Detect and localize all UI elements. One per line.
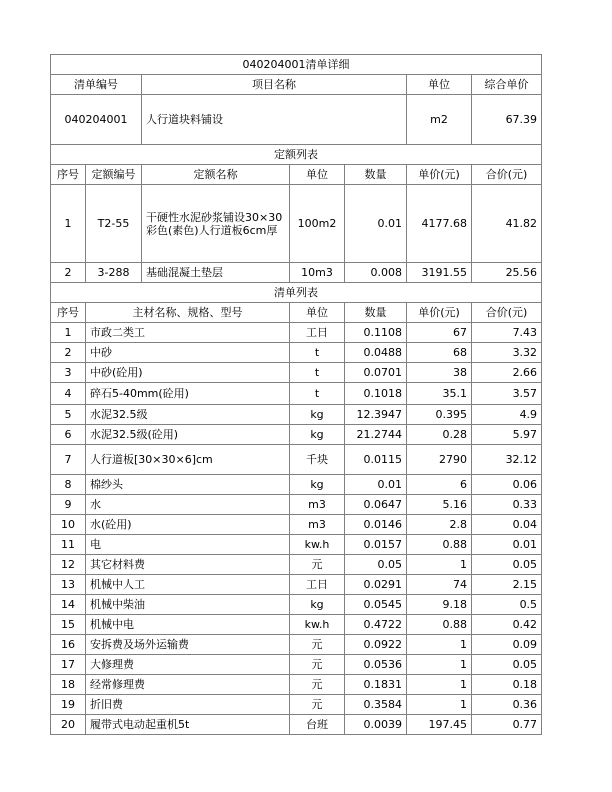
item-unit: m2 — [407, 95, 472, 145]
material-total: 0.06 — [472, 475, 542, 495]
material-unit: 工日 — [290, 575, 345, 595]
material-unit: 元 — [290, 695, 345, 715]
material-unit: 元 — [290, 655, 345, 675]
unit-header: 单位 — [407, 75, 472, 95]
material-no: 19 — [51, 695, 86, 715]
material-no: 16 — [51, 635, 86, 655]
material-qty: 0.1831 — [345, 675, 407, 695]
material-qty: 0.0291 — [345, 575, 407, 595]
material-unit: 台班 — [290, 715, 345, 735]
bill-detail-table — [50, 54, 542, 735]
material-price: 2790 — [407, 445, 472, 475]
material-row — [51, 615, 542, 635]
material-qty: 0.0488 — [345, 343, 407, 363]
material-row — [51, 575, 542, 595]
material-unit: kg — [290, 475, 345, 495]
material-name: 人行道板[30×30×6]cm — [86, 445, 290, 475]
material-no: 15 — [51, 615, 86, 635]
material-price: 67 — [407, 323, 472, 343]
material-header-name: 主材名称、规格、型号 — [86, 303, 290, 323]
material-row — [51, 495, 542, 515]
material-total: 7.43 — [472, 323, 542, 343]
material-row — [51, 535, 542, 555]
material-no: 10 — [51, 515, 86, 535]
quota-price: 3191.55 — [407, 263, 472, 283]
material-header-unit: 单位 — [290, 303, 345, 323]
material-row — [51, 363, 542, 383]
material-qty: 0.0146 — [345, 515, 407, 535]
material-name: 安拆费及场外运输费 — [86, 635, 290, 655]
material-qty: 0.0647 — [345, 495, 407, 515]
material-name: 电 — [86, 535, 290, 555]
material-no: 3 — [51, 363, 86, 383]
material-no: 4 — [51, 383, 86, 405]
material-row — [51, 715, 542, 735]
material-name: 机械中人工 — [86, 575, 290, 595]
material-no: 5 — [51, 405, 86, 425]
material-no: 7 — [51, 445, 86, 475]
material-qty: 0.05 — [345, 555, 407, 575]
material-row — [51, 515, 542, 535]
material-qty: 0.4722 — [345, 615, 407, 635]
material-no: 14 — [51, 595, 86, 615]
material-unit: t — [290, 383, 345, 405]
material-no: 13 — [51, 575, 86, 595]
material-unit: kw.h — [290, 615, 345, 635]
quota-name: 基础混凝土垫层 — [142, 263, 290, 283]
material-price: 38 — [407, 363, 472, 383]
material-no: 1 — [51, 323, 86, 343]
material-total: 0.42 — [472, 615, 542, 635]
material-name: 水泥32.5级(砼用) — [86, 425, 290, 445]
material-unit: kw.h — [290, 535, 345, 555]
material-price: 1 — [407, 655, 472, 675]
material-qty: 0.0536 — [345, 655, 407, 675]
quota-total: 41.82 — [472, 185, 542, 263]
material-row — [51, 655, 542, 675]
quota-header-code: 定额编号 — [86, 165, 142, 185]
material-unit: t — [290, 363, 345, 383]
material-total: 3.57 — [472, 383, 542, 405]
material-row — [51, 425, 542, 445]
material-name: 经常修理费 — [86, 675, 290, 695]
material-price: 68 — [407, 343, 472, 363]
material-unit: m3 — [290, 495, 345, 515]
material-unit: 元 — [290, 635, 345, 655]
quota-unit: 100m2 — [290, 185, 345, 263]
material-total: 0.33 — [472, 495, 542, 515]
material-qty: 0.0922 — [345, 635, 407, 655]
material-unit: kg — [290, 595, 345, 615]
material-qty: 0.0701 — [345, 363, 407, 383]
material-row — [51, 695, 542, 715]
material-price: 1 — [407, 555, 472, 575]
material-name: 水(砼用) — [86, 515, 290, 535]
quota-qty: 0.008 — [345, 263, 407, 283]
code-header: 清单编号 — [51, 75, 142, 95]
material-total: 0.09 — [472, 635, 542, 655]
material-total: 0.18 — [472, 675, 542, 695]
quota-price: 4177.68 — [407, 185, 472, 263]
material-name: 机械中电 — [86, 615, 290, 635]
material-qty: 0.0115 — [345, 445, 407, 475]
material-unit: 千块 — [290, 445, 345, 475]
material-total: 0.36 — [472, 695, 542, 715]
material-price: 2.8 — [407, 515, 472, 535]
material-total: 32.12 — [472, 445, 542, 475]
material-qty: 0.0157 — [345, 535, 407, 555]
material-no: 6 — [51, 425, 86, 445]
material-name: 水泥32.5级 — [86, 405, 290, 425]
material-total: 3.32 — [472, 343, 542, 363]
material-qty: 0.1108 — [345, 323, 407, 343]
material-row — [51, 445, 542, 475]
material-no: 12 — [51, 555, 86, 575]
material-price: 0.88 — [407, 535, 472, 555]
material-price: 5.16 — [407, 495, 472, 515]
quota-row — [51, 185, 542, 263]
material-row — [51, 383, 542, 405]
material-total: 0.05 — [472, 655, 542, 675]
table-title: 040204001清单详细 — [51, 55, 542, 75]
material-name: 棉纱头 — [86, 475, 290, 495]
name-header: 项目名称 — [142, 75, 407, 95]
material-total: 2.66 — [472, 363, 542, 383]
material-no: 17 — [51, 655, 86, 675]
material-no: 18 — [51, 675, 86, 695]
material-name: 机械中柴油 — [86, 595, 290, 615]
material-unit: 元 — [290, 675, 345, 695]
quota-section-title: 定额列表 — [51, 145, 542, 165]
material-price: 74 — [407, 575, 472, 595]
quota-header-name: 定额名称 — [142, 165, 290, 185]
material-total: 2.15 — [472, 575, 542, 595]
material-qty: 0.3584 — [345, 695, 407, 715]
material-header-price: 单价(元) — [407, 303, 472, 323]
material-unit: m3 — [290, 515, 345, 535]
material-section-title: 清单列表 — [51, 283, 542, 303]
material-no: 8 — [51, 475, 86, 495]
quota-qty: 0.01 — [345, 185, 407, 263]
item-name: 人行道块料铺设 — [142, 95, 407, 145]
material-row — [51, 343, 542, 363]
material-total: 0.01 — [472, 535, 542, 555]
material-total: 0.5 — [472, 595, 542, 615]
material-row — [51, 635, 542, 655]
material-price: 0.28 — [407, 425, 472, 445]
quota-total: 25.56 — [472, 263, 542, 283]
quota-no: 1 — [51, 185, 86, 263]
material-price: 1 — [407, 695, 472, 715]
material-header-row — [51, 303, 542, 323]
material-unit: kg — [290, 425, 345, 445]
material-name: 折旧费 — [86, 695, 290, 715]
material-qty: 12.3947 — [345, 405, 407, 425]
quota-unit: 10m3 — [290, 263, 345, 283]
material-unit: t — [290, 343, 345, 363]
material-price: 6 — [407, 475, 472, 495]
item-price: 67.39 — [472, 95, 542, 145]
material-row — [51, 405, 542, 425]
material-name: 中砂 — [86, 343, 290, 363]
material-price: 197.45 — [407, 715, 472, 735]
material-price: 1 — [407, 675, 472, 695]
quota-name: 干硬性水泥砂浆铺设30×30彩色(素色)人行道板6cm厚 — [142, 185, 290, 263]
quota-header-total: 合价(元) — [472, 165, 542, 185]
material-price: 0.395 — [407, 405, 472, 425]
material-header-no: 序号 — [51, 303, 86, 323]
material-total: 0.77 — [472, 715, 542, 735]
material-name: 大修理费 — [86, 655, 290, 675]
material-name: 碎石5-40mm(砼用) — [86, 383, 290, 405]
material-qty: 0.01 — [345, 475, 407, 495]
material-name: 水 — [86, 495, 290, 515]
material-unit: 元 — [290, 555, 345, 575]
quota-header-unit: 单位 — [290, 165, 345, 185]
material-unit: kg — [290, 405, 345, 425]
material-row — [51, 555, 542, 575]
material-price: 0.88 — [407, 615, 472, 635]
material-row — [51, 323, 542, 343]
quota-header-price: 单价(元) — [407, 165, 472, 185]
material-total: 0.04 — [472, 515, 542, 535]
material-qty: 0.1018 — [345, 383, 407, 405]
quota-row — [51, 263, 542, 283]
material-qty: 0.0545 — [345, 595, 407, 615]
quota-header-qty: 数量 — [345, 165, 407, 185]
material-total: 5.97 — [472, 425, 542, 445]
material-qty: 21.2744 — [345, 425, 407, 445]
material-name: 其它材料费 — [86, 555, 290, 575]
material-header-qty: 数量 — [345, 303, 407, 323]
quota-header-row — [51, 165, 542, 185]
material-name: 履带式电动起重机5t — [86, 715, 290, 735]
material-no: 20 — [51, 715, 86, 735]
item-code: 040204001 — [51, 95, 142, 145]
material-price: 9.18 — [407, 595, 472, 615]
material-row — [51, 595, 542, 615]
material-total: 4.9 — [472, 405, 542, 425]
quota-code: 3-288 — [86, 263, 142, 283]
price-header: 综合单价 — [472, 75, 542, 95]
material-name: 市政二类工 — [86, 323, 290, 343]
material-row — [51, 675, 542, 695]
material-unit: 工日 — [290, 323, 345, 343]
material-name: 中砂(砼用) — [86, 363, 290, 383]
material-row — [51, 475, 542, 495]
material-no: 11 — [51, 535, 86, 555]
material-total: 0.05 — [472, 555, 542, 575]
material-no: 9 — [51, 495, 86, 515]
quota-code: T2-55 — [86, 185, 142, 263]
material-qty: 0.0039 — [345, 715, 407, 735]
quota-no: 2 — [51, 263, 86, 283]
quota-header-no: 序号 — [51, 165, 86, 185]
material-header-total: 合价(元) — [472, 303, 542, 323]
material-price: 35.1 — [407, 383, 472, 405]
material-price: 1 — [407, 635, 472, 655]
material-no: 2 — [51, 343, 86, 363]
